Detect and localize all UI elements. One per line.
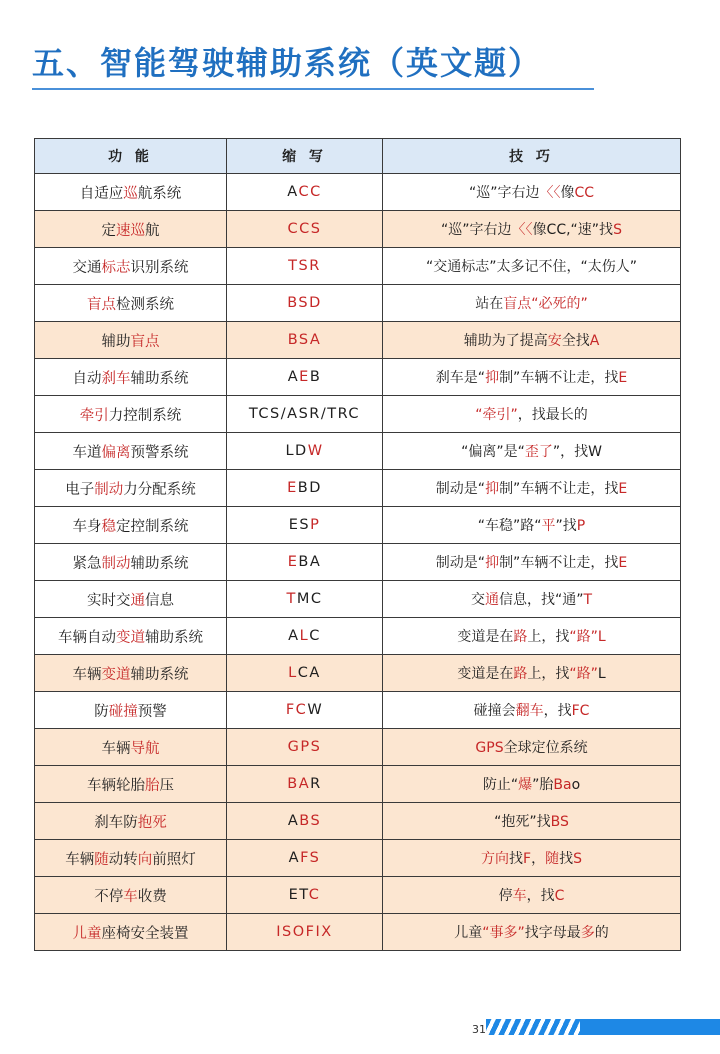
cell-text: R [310,776,322,792]
highlight-text: CC [574,185,595,201]
cell-text: A [288,850,301,866]
highlight-text: C [308,887,321,903]
cell-text: o [571,777,581,793]
highlight-text: Ba [553,777,572,793]
tip-cell [383,581,681,618]
highlight-text: 爆 [518,777,533,793]
cell-text: LD [285,443,308,459]
cell-text: 的 [594,925,609,941]
cell-text: 找 [509,851,524,867]
abbreviation-cell [227,322,383,359]
abbreviation-cell [227,877,383,914]
cell-text: 停 [498,888,513,904]
highlight-text: 通 [484,592,499,608]
highlight-text: GPS [287,739,322,755]
tip-cell [383,322,681,359]
highlight-text: “牵引” [475,407,518,423]
function-cell [35,211,227,248]
table-row [35,211,681,248]
highlight-text: 标志 [101,259,131,276]
highlight-text: 通 [130,592,145,609]
cell-text: “交通标志”太多记不住，“太伤人” [425,259,637,275]
cell-text: 交通 [72,259,102,276]
cell-text: C [309,628,321,644]
highlight-text: “路”L [569,629,606,645]
cell-text: 动转 [108,851,138,868]
highlight-text: 路 [513,629,528,645]
function-cell [35,322,227,359]
function-cell [35,433,227,470]
cell-text: 辅助系统 [130,555,189,572]
cell-text: 变道是在 [457,666,514,682]
cell-text: ”胎 [532,777,554,793]
function-cell [35,285,227,322]
highlight-text: 变道 [101,666,131,683]
highlight-text: 偏离 [101,444,131,461]
table-row [35,803,681,840]
cell-text: 像CC,“速”找 [532,222,614,238]
highlight-text: GPS [475,740,504,756]
highlight-text: 碰撞 [108,703,138,720]
function-cell [35,174,227,211]
header-abbreviation: 缩 写 [227,139,383,174]
table-row [35,322,681,359]
cell-text: 预警系统 [130,444,189,461]
abbreviation-cell [227,248,383,285]
function-cell [35,248,227,285]
cell-text: “偏离”是“ [461,444,525,460]
cell-text: 识别系统 [130,259,189,276]
table-row [35,618,681,655]
tip-cell [383,729,681,766]
cell-text: 刹车是“ [435,370,486,386]
tip-cell [383,248,681,285]
title-divider [32,88,594,90]
highlight-text: ISOFIX [276,924,333,940]
tip-cell [383,655,681,692]
cell-text: 儿童 [454,925,483,941]
tip-cell [383,766,681,803]
abbreviation-cell [227,211,383,248]
tip-cell [383,359,681,396]
function-cell [35,840,227,877]
tip-cell [383,507,681,544]
highlight-text: 稳 [101,518,116,535]
cell-text: 上，找 [527,666,570,682]
highlight-text: 牵引 [79,407,109,424]
function-cell [35,618,227,655]
cell-text: ，找 [543,703,572,719]
cell-text: ES [288,517,311,533]
tip-cell [383,914,681,951]
abbreviation-cell [227,655,383,692]
tip-cell [383,877,681,914]
highlight-text: 歪了 [524,444,553,460]
header-function: 功 能 [35,139,227,174]
abbreviation-cell [227,433,383,470]
cell-text: BA [298,554,322,570]
tip-cell [383,618,681,655]
highlight-text: 抑 [485,555,500,571]
highlight-text: E [299,369,310,385]
table-row [35,507,681,544]
highlight-text: T [286,591,297,607]
highlight-text: 车 [123,888,138,905]
cell-text: ，找 [526,888,555,904]
cell-text: A [287,369,300,385]
tip-cell [383,692,681,729]
cell-text: 力控制系统 [108,407,182,424]
abbreviation-cell [227,396,383,433]
table-row [35,285,681,322]
cell-text: 车道 [72,444,102,461]
cell-text: 检测系统 [116,296,174,313]
abbreviation-cell [227,470,383,507]
cell-text: A [287,813,300,829]
table-row [35,174,681,211]
tip-cell [383,285,681,322]
cell-text: 车辆 [65,851,95,868]
highlight-text: W [307,443,324,459]
abbreviation-cell [227,729,383,766]
highlight-text: FC [571,703,590,719]
highlight-text: 抑 [485,481,500,497]
abbreviation-cell [227,581,383,618]
table-row [35,655,681,692]
cell-text: 力分配系统 [123,481,196,498]
function-cell [35,359,227,396]
cell-text: MC [296,591,323,607]
highlight-text: BSD [287,295,322,311]
table-row [35,766,681,803]
function-cell [35,655,227,692]
cell-text: 收费 [137,888,167,905]
cell-text: 车辆自动 [58,629,116,646]
function-cell [35,877,227,914]
tip-cell [383,211,681,248]
cell-text: 变道是在 [457,629,514,645]
highlight-text: P [310,517,321,533]
cell-text: 站在 [475,296,504,312]
abbreviation-cell [227,544,383,581]
highlight-text: CCS [287,221,322,237]
cell-text: 制”车辆不让走，找 [499,481,619,497]
table-row [35,877,681,914]
table-row [35,470,681,507]
abbreviation-cell [227,840,383,877]
highlight-text: “路” [569,666,598,682]
cell-text: ，找最长的 [517,407,588,423]
cell-text: 自动 [72,370,102,387]
cell-text: B [309,369,322,385]
cell-text: 信息 [145,592,174,609]
function-cell [35,766,227,803]
highlight-text: FC [285,702,308,718]
cell-text: 车辆轮胎 [87,777,145,794]
highlight-text: TSR [288,258,321,274]
cell-text: L [597,666,606,682]
highlight-text: E [618,370,628,386]
highlight-text: S [573,851,582,867]
cell-text: ， [531,851,546,867]
function-cell [35,914,227,951]
cell-text: 航 [145,222,160,239]
cell-text: 防 [94,703,109,720]
highlight-text: 制动 [94,481,124,498]
adas-abbreviation-table [34,138,681,951]
cell-text: 辅助系统 [130,666,189,683]
highlight-text: 盲点 [503,296,532,312]
highlight-text: E [618,481,628,497]
highlight-text: 胎 [145,777,160,794]
cell-text: ”找 [555,518,577,534]
highlight-text: 抱死 [137,814,167,831]
abbreviation-cell [227,174,383,211]
highlight-text: L [299,628,310,644]
highlight-text: BS [550,814,569,830]
cell-text: “抱死”找 [494,814,551,830]
cell-text: 预警 [137,703,167,720]
highlight-text: 盲点 [130,333,160,350]
cell-text: 全找 [561,333,590,349]
abbreviation-cell [227,285,383,322]
function-cell [35,544,227,581]
highlight-text: “必死的” [531,296,588,312]
cell-text: TCS/ASR/TRC [248,406,361,422]
cell-text: “巡”字右边 [468,185,540,201]
highlight-text: S [613,222,622,238]
table-row [35,544,681,581]
highlight-text: C [554,888,565,904]
cell-text: 不停 [94,888,124,905]
tip-cell [383,396,681,433]
cell-text: ET [288,887,309,903]
highlight-text: 速巡 [116,222,145,239]
abbreviation-cell [227,618,383,655]
cell-text: 防止“ [482,777,519,793]
highlight-text: 多 [580,925,595,941]
highlight-text: 巡 [123,185,138,202]
cell-text: CA [297,665,321,681]
cell-text: 车辆 [101,740,131,757]
tip-cell [383,470,681,507]
cell-text: 制”车辆不让走，找 [499,370,619,386]
function-cell [35,729,227,766]
cell-text: 车辆 [72,666,102,683]
cell-text: 制”车辆不让走，找 [499,555,619,571]
cell-text: 找字母最 [524,925,581,941]
highlight-text: 刹车 [101,370,131,387]
cell-text: 定控制系统 [116,518,189,535]
abbreviation-cell [227,359,383,396]
cell-text: 像 [560,185,575,201]
highlight-text: 向 [137,851,153,868]
highlight-text: 制动 [101,555,131,572]
highlight-text: 方向 [481,851,510,867]
table-body [35,174,681,951]
function-cell [35,507,227,544]
cell-text: 车身 [72,518,102,535]
cell-text: 辅助系统 [145,629,203,646]
header-tip: 技 巧 [383,139,681,174]
cell-text: 上，找 [527,629,570,645]
highlight-text: 车 [512,888,527,904]
highlight-text: “事多” [482,925,525,941]
table-row [35,433,681,470]
highlight-text: 〈〈 [539,185,561,201]
tip-cell [383,803,681,840]
cell-text: 电子 [65,481,95,498]
highlight-text: 盲点 [87,296,116,313]
highlight-text: 安 [547,333,562,349]
highlight-text: BA [287,776,311,792]
table-row [35,914,681,951]
highlight-text: P [576,518,586,534]
function-cell [35,470,227,507]
highlight-text: BS [299,813,322,829]
cell-text: 定 [101,222,116,239]
cell-text: 实时交 [87,592,131,609]
abbreviation-cell [227,803,383,840]
cell-text: A [287,184,299,200]
highlight-text: CC [298,184,322,200]
table-header-row [35,139,681,174]
cell-text: 碰撞会 [473,703,516,719]
abbreviation-cell [227,507,383,544]
table-row [35,840,681,877]
abbreviation-cell [227,692,383,729]
highlight-text: 抑 [485,370,500,386]
highlight-text: BSA [287,332,322,348]
highlight-text: 随 [545,851,560,867]
highlight-text: T [583,592,593,608]
cell-text: 辅助系统 [130,370,189,387]
highlight-text: 路 [513,666,528,682]
cell-text: 压 [159,777,174,794]
tip-cell [383,433,681,470]
tip-cell [383,174,681,211]
highlight-text: F [523,851,532,867]
highlight-text: E [618,555,628,571]
cell-text: “车稳”路“ [477,518,542,534]
highlight-text: 导航 [130,740,160,757]
highlight-text: 随 [94,851,109,868]
page-number: 31 [472,1023,486,1036]
cell-text: ”，找W [552,444,602,460]
highlight-text: 〈〈 [511,222,533,238]
function-cell [35,396,227,433]
cell-text: 交 [470,592,485,608]
table-row [35,396,681,433]
table-row [35,581,681,618]
cell-text: 全球定位系统 [503,740,588,756]
cell-text: 前照灯 [152,851,196,868]
cell-text: 座椅安全装置 [101,925,189,942]
highlight-text: 翻车 [515,703,544,719]
abbreviation-cell [227,914,383,951]
highlight-text: L [288,665,298,681]
tip-cell [383,544,681,581]
cell-text: 制动是“ [435,481,486,497]
cell-text: 自适应 [79,185,124,202]
footer-bar [580,1019,720,1035]
highlight-text: 变道 [116,629,145,646]
cell-text: 航系统 [137,185,182,202]
cell-text: 辅助 [101,333,131,350]
cell-text: 信息，找“通” [498,592,584,608]
tip-cell [383,840,681,877]
cell-text: W [307,702,324,718]
cell-text: 紧急 [72,555,102,572]
function-cell [35,581,227,618]
abbreviation-cell [227,766,383,803]
table-row [35,359,681,396]
highlight-text: FS [300,850,321,866]
cell-text: “巡”字右边 [441,222,512,238]
highlight-text: E [287,554,299,570]
cell-text: 找 [559,851,574,867]
highlight-text: 平 [541,518,556,534]
function-cell [35,692,227,729]
cell-text: 制动是“ [435,555,486,571]
table-row [35,729,681,766]
page-title: 五、智能驾驶辅助系统（英文题） [32,44,543,82]
highlight-text: E [287,480,298,496]
table-row [35,248,681,285]
cell-text: BD [297,480,322,496]
table-row [35,692,681,729]
cell-text: A [288,628,300,644]
highlight-text: 儿童 [72,925,102,942]
cell-text: 辅助为了提高 [463,333,548,349]
function-cell [35,803,227,840]
highlight-text: A [589,333,600,349]
cell-text: 刹车防 [94,814,138,831]
